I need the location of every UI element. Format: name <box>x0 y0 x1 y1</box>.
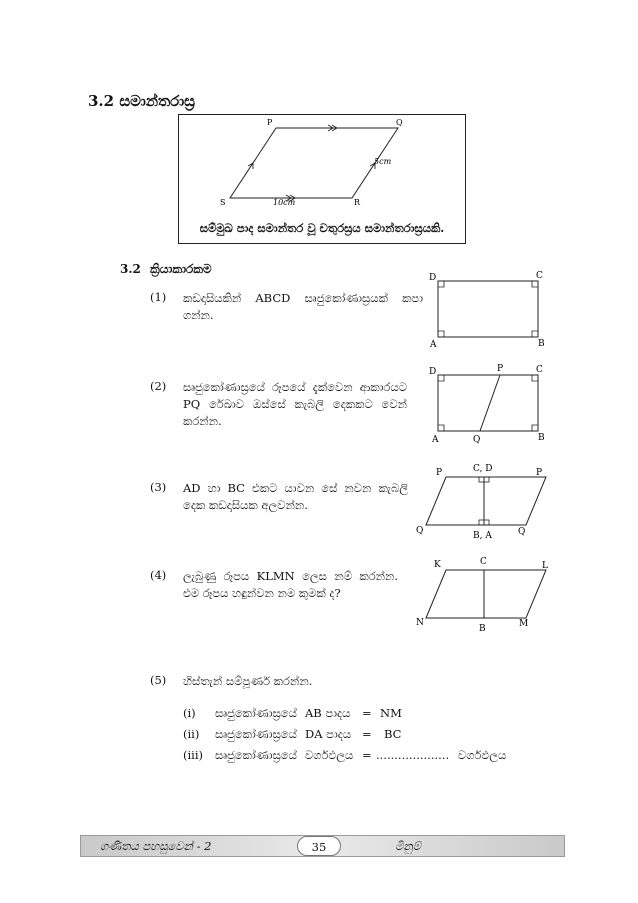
fig2-label-c: C <box>536 365 543 375</box>
parallelogram-klmn-figure <box>414 552 562 636</box>
fig4-label-n: N <box>416 618 424 628</box>
fig1-label-d: D <box>429 273 437 283</box>
step-3-number: (3) <box>150 480 167 494</box>
fig2-label-d: D <box>429 367 437 377</box>
step-1-text: කඩදාසියකින් ABCD සෘජුකෝණාස්‍රයක් කපා ගන්න. <box>183 291 423 322</box>
step-1-number: (1) <box>150 290 167 304</box>
fill-in-answer: BC <box>384 727 402 741</box>
fill-in-answer-blank: .................... <box>376 748 450 762</box>
fill-in-subject: සෘජුකෝණාස්‍රයේ <box>215 727 297 741</box>
fill-in-term: වර්ගඵලය <box>305 748 354 762</box>
fill-in-roman: (ii) <box>183 727 200 741</box>
step-5-text: හිස්තැන් සම්පූර්ණ කරන්න. <box>183 674 313 688</box>
footer-chapter: මිනුම් <box>395 839 421 853</box>
step-2-text: සෘජුකෝණාස්‍රයේ රූපයේ දැක්වෙන ආකාරයට PQ රේඛාව ඔස්සේ කැබලි දෙකකට වෙන් කරන්න. <box>183 380 407 428</box>
fig2-label-b: B <box>538 433 545 443</box>
label-q: Q <box>396 118 403 127</box>
fig3-label-p-right: P <box>536 468 543 478</box>
definition-caption: සම්මුඛ පාද සමාන්තර වූ චතුරස්‍රය සමාන්තරාස්‍රයකි. <box>199 221 445 235</box>
fig3-label-p-left: P <box>436 468 443 478</box>
fill-in-equals: = <box>362 706 372 720</box>
fill-in-roman: (i) <box>183 706 196 720</box>
step-4-text: ලැබුණු රූපය KLMN ලෙස නම් කරන්න. එම රූපය හඳුන්වන නම කුමක් ද? <box>183 569 398 600</box>
step-3-text: AD හා BC එකට යාවන සේ නවන කැබලි දෙක කඩදාසියක අලවන්න. <box>183 481 408 512</box>
fill-in-suffix: වර්ගඵලය <box>458 748 507 762</box>
footer-book-title: ගණිතය පහසුවෙන් - 2 <box>100 839 212 853</box>
step-4-number: (4) <box>150 568 167 582</box>
fill-in-subject: සෘජුකෝණාස්‍රයේ <box>215 748 297 762</box>
fig4-label-l: L <box>542 561 548 571</box>
fill-in-equals: = <box>362 748 372 762</box>
label-side-sr: 10cm <box>273 198 296 207</box>
fig3-label-cd: C, D <box>473 464 493 474</box>
fig4-label-k: K <box>434 560 441 570</box>
fig3-label-q-left: Q <box>416 526 424 536</box>
fill-in-subject: සෘජුකෝණාස්‍රයේ <box>215 706 297 720</box>
section-title: 3.2 සමාන්තරාස්‍ර <box>88 92 195 110</box>
fig4-label-m: M <box>519 619 529 629</box>
fig1-label-a: A <box>430 340 437 350</box>
label-s: S <box>220 198 226 207</box>
fill-in-term: AB පාදය <box>305 706 351 720</box>
fig2-label-p: P <box>497 364 504 374</box>
fig2-label-a: A <box>432 435 439 445</box>
fig3-label-ba: B, A <box>473 531 492 541</box>
label-side-qr: 5cm <box>374 157 392 166</box>
step-2-number: (2) <box>150 379 167 393</box>
fig1-label-b: B <box>538 339 545 349</box>
fig1-label-c: C <box>536 271 543 281</box>
parallelogram-assembled-figure <box>414 459 562 547</box>
label-r: R <box>354 198 361 207</box>
fill-in-equals: = <box>362 727 372 741</box>
activity-number: 3.2 <box>120 262 141 276</box>
fill-in-term: DA පාදය <box>305 727 352 741</box>
fig2-label-q: Q <box>473 435 481 445</box>
rectangle-cut-pq-figure <box>425 362 555 446</box>
activity-title: ක්‍රියාකාරකම <box>150 262 212 276</box>
rectangle-abcd-figure <box>425 268 555 350</box>
page-number: 35 <box>297 836 341 856</box>
step-5-number: (5) <box>150 673 167 687</box>
parallelogram-pqrs-figure <box>178 114 466 224</box>
fill-in-answer: NM <box>380 706 402 720</box>
fig4-label-c: C <box>480 557 487 567</box>
label-p: P <box>267 118 273 127</box>
fig4-label-b: B <box>479 624 486 634</box>
fig3-label-q-right: Q <box>518 527 526 537</box>
fill-in-roman: (iii) <box>183 748 204 762</box>
